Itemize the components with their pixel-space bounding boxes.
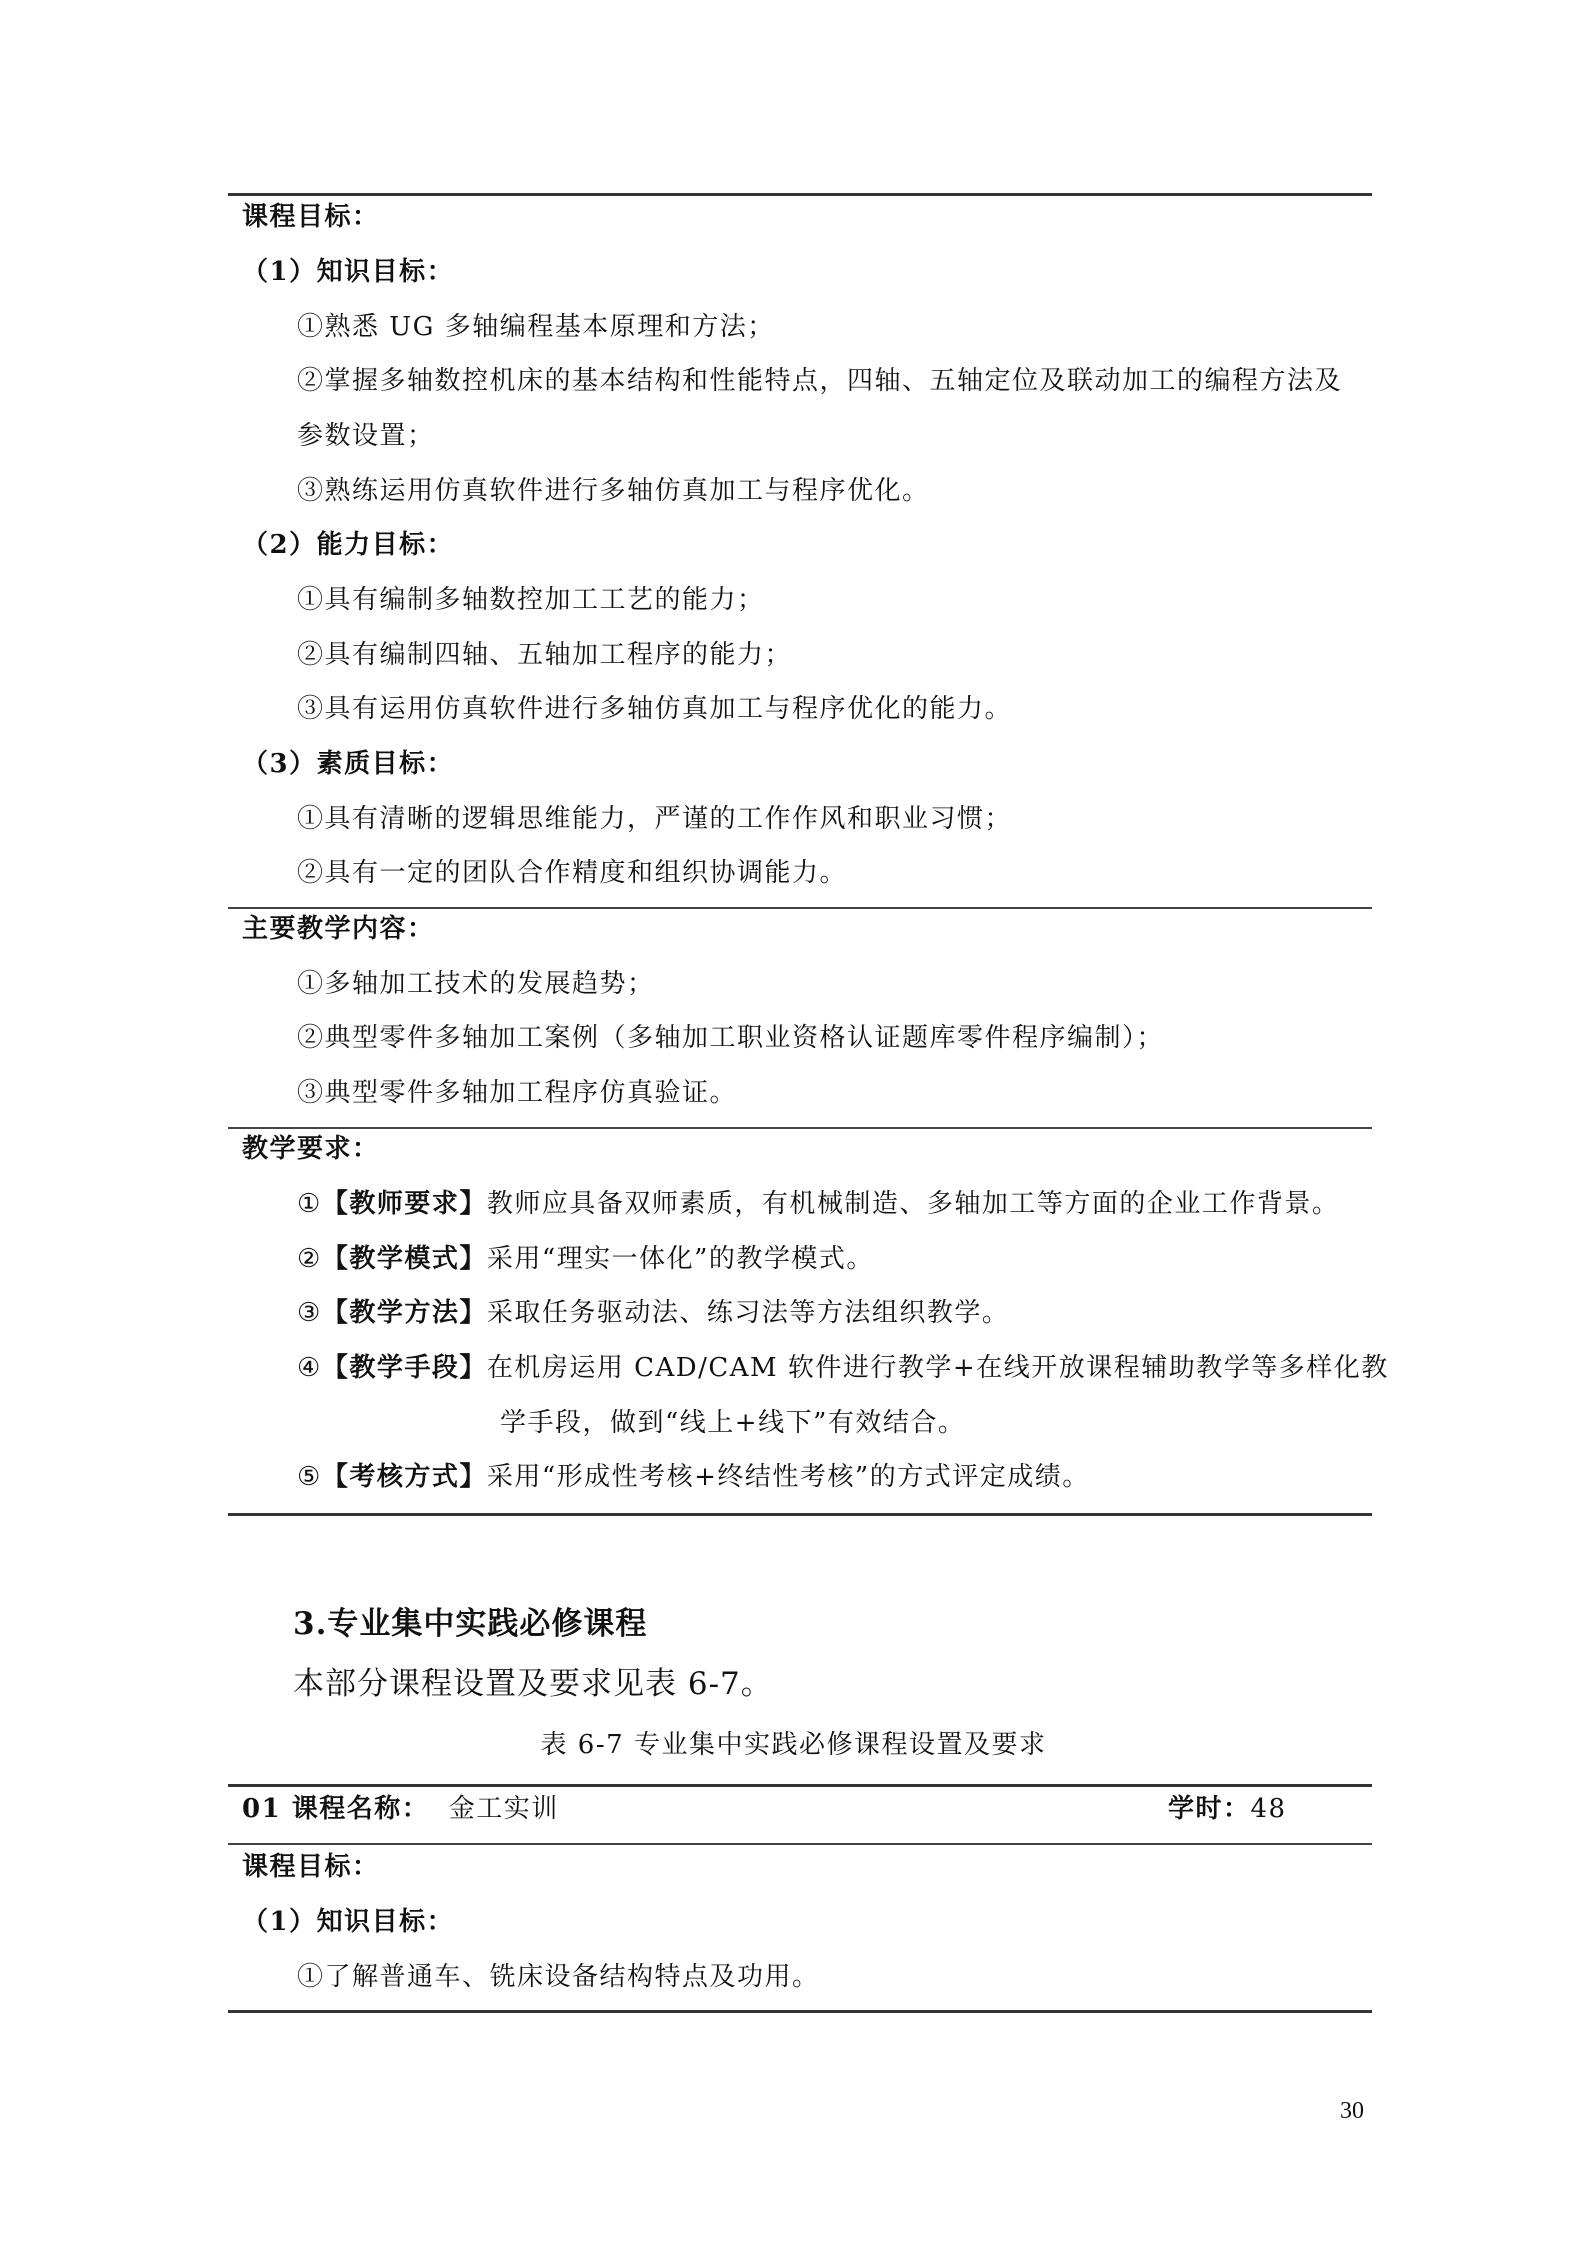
knowledge-item: ②掌握多轴数控机床的基本结构和性能特点，四轴、五轴定位及联动加工的编程方法及 <box>297 366 1343 396</box>
course-table <box>228 0 1372 2020</box>
section-intro: 本部分课程设置及要求见表 6-7。 <box>293 1666 773 1702</box>
quality-item: ①具有清晰的逻辑思维能力，严谨的工作作风和职业习惯； <box>297 804 1013 834</box>
page-number: 30 <box>1340 2098 1364 2124</box>
knowledge-item: ①熟悉 UG 多轴编程基本原理和方法； <box>297 312 775 342</box>
course-goals-heading: 课程目标： <box>242 1852 380 1882</box>
content-item: ①多轴加工技术的发展趋势； <box>297 969 655 999</box>
teaching-requirements-heading: 教学要求： <box>242 1134 380 1164</box>
table-caption: 表 6-7 专业集中实践必修课程设置及要求 <box>540 1730 1047 1760</box>
content-item: ③典型零件多轴加工程序仿真验证。 <box>297 1078 738 1108</box>
knowledge-item-continuation: 参数设置； <box>297 421 435 451</box>
knowledge-item: ③熟练运用仿真软件进行多轴仿真加工与程序优化。 <box>297 476 930 506</box>
table-top-rule <box>228 1784 1372 1787</box>
teaching-content-heading: 主要教学内容： <box>242 914 435 944</box>
table-bottom-rule <box>228 2010 1372 2013</box>
requirement-item: ①【教师要求】教师应具备双师素质，有机械制造、多轴加工等方面的企业工作背景。 <box>297 1189 1340 1219</box>
ability-item: ②具有编制四轴、五轴加工程序的能力； <box>297 640 793 670</box>
section-heading: 3.专业集中实践必修课程 <box>293 1606 648 1642</box>
requirement-item: ⑤【考核方式】采用“形成性考核+终结性考核”的方式评定成绩。 <box>297 1462 1090 1492</box>
quality-item: ②具有一定的团队合作精度和组织协调能力。 <box>297 858 848 888</box>
course-name-row: 01 课程名称： 金工实训 <box>242 1794 559 1824</box>
ability-goals-heading: （2）能力目标： <box>242 530 455 560</box>
knowledge-item: ①了解普通车、铣床设备结构特点及功用。 <box>297 1962 820 1992</box>
knowledge-goals-heading: （1）知识目标： <box>242 1907 455 1937</box>
course-name: 金工实训 <box>448 1794 559 1824</box>
content-item: ②典型零件多轴加工案例（多轴加工职业资格认证题库零件程序编制）； <box>297 1023 1165 1053</box>
course-hours: 学时：48 <box>1168 1794 1287 1824</box>
requirement-item: ②【教学模式】采用“理实一体化”的教学模式。 <box>297 1244 874 1274</box>
knowledge-goals-heading: （1）知识目标： <box>242 257 455 287</box>
row-divider <box>228 1843 1372 1845</box>
course-goals-heading: 课程目标： <box>242 202 380 232</box>
ability-item: ③具有运用仿真软件进行多轴仿真加工与程序优化的能力。 <box>297 694 1013 724</box>
ability-item: ①具有编制多轴数控加工工艺的能力； <box>297 585 765 615</box>
requirement-item: ④【教学手段】在机房运用 CAD/CAM 软件进行教学+在线开放课程辅助教学等多样化教 <box>297 1353 1389 1383</box>
requirement-item: ③【教学方法】采取任务驱动法、练习法等方法组织教学。 <box>297 1298 1010 1328</box>
quality-goals-heading: （3）素质目标： <box>242 749 455 779</box>
requirement-item-continuation: 学手段，做到“线上+线下”有效结合。 <box>500 1408 966 1438</box>
